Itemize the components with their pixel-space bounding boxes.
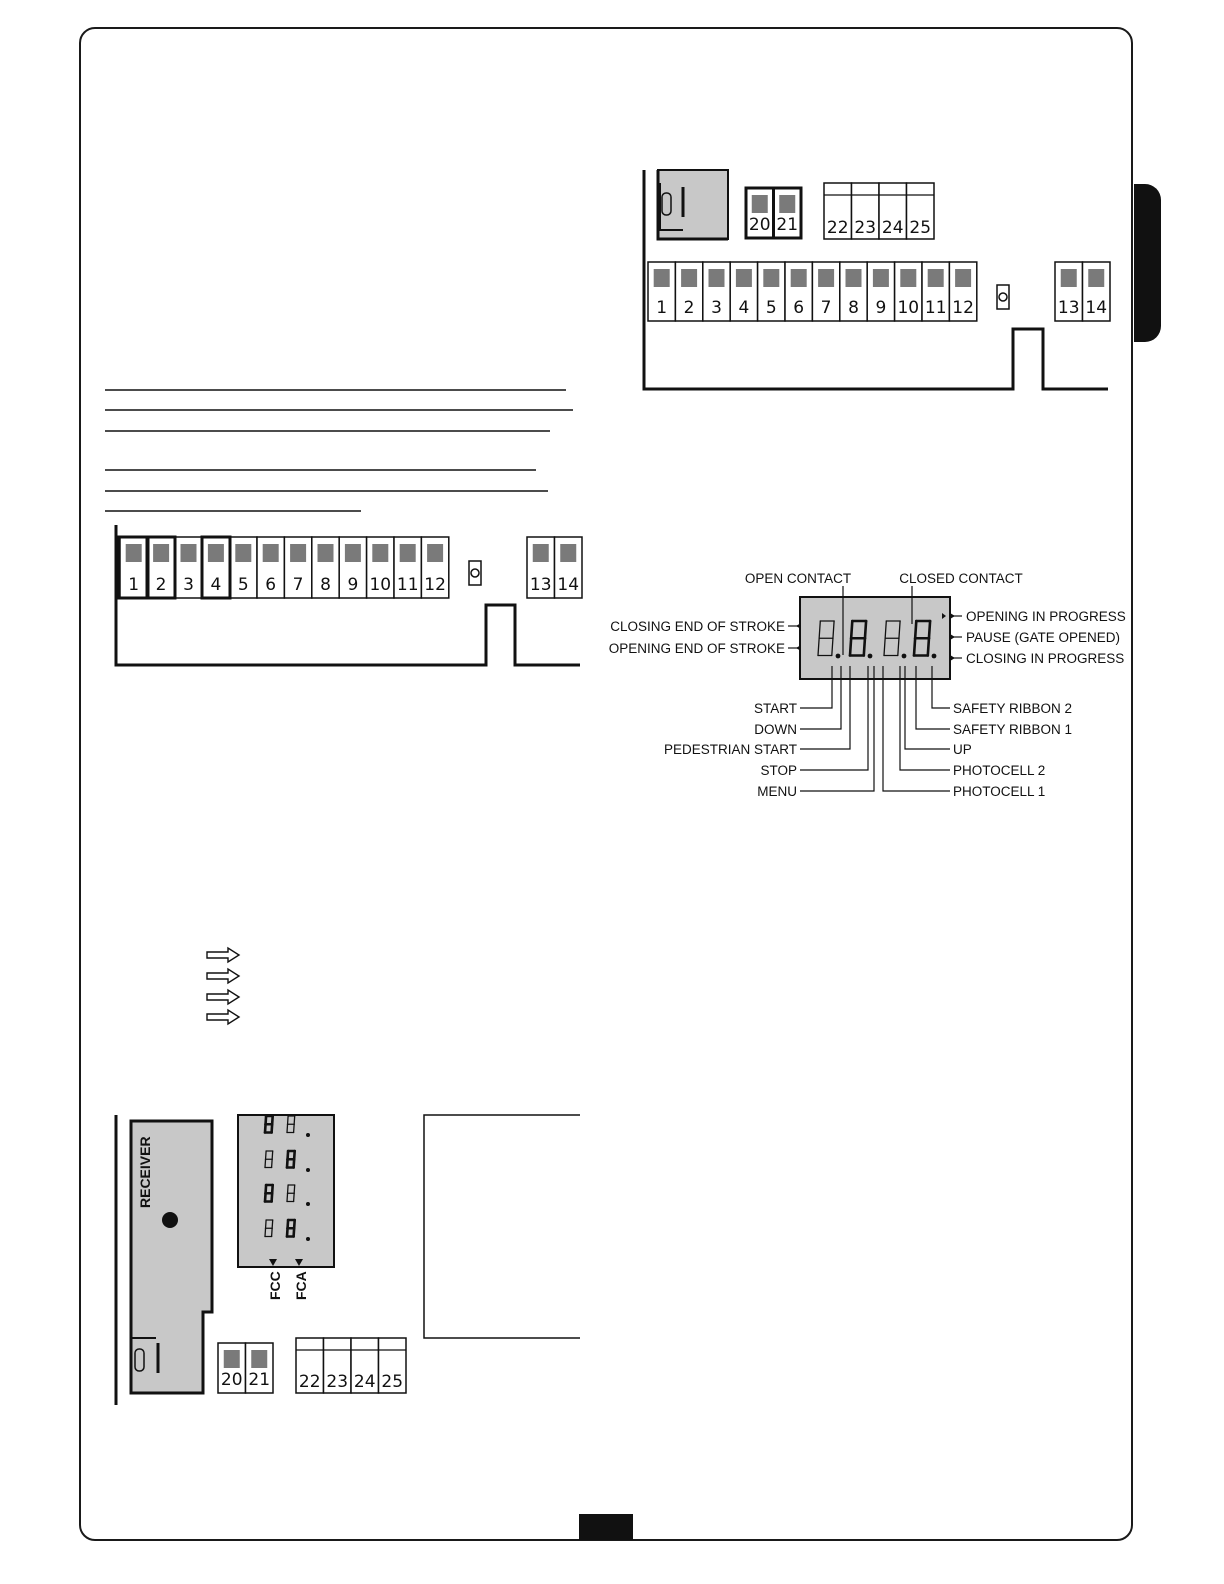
terminal-9 — [867, 262, 894, 321]
terminal-label: 8 — [848, 298, 859, 318]
terminal-label: 9 — [347, 575, 359, 595]
label-stop: STOP — [760, 763, 797, 778]
left-terminal-diagram — [116, 525, 582, 665]
terminal-23 — [324, 1338, 352, 1393]
terminal-11 — [394, 537, 421, 598]
terminal-label: 11 — [924, 298, 947, 318]
terminal-1 — [648, 262, 675, 321]
label-safety-ribbon-1: SAFETY RIBBON 1 — [953, 722, 1073, 737]
terminal-label: 12 — [952, 298, 974, 318]
label-opening-in-progress: OPENING IN PROGRESS — [966, 609, 1126, 624]
terminal-label: 10 — [369, 575, 392, 595]
terminal-label: 10 — [897, 298, 920, 318]
label-opening-end-of-stroke: OPENING END OF STROKE — [608, 641, 785, 656]
terminal-label: 5 — [237, 575, 249, 595]
terminal-label: 8 — [320, 575, 331, 595]
fcc-label: FCC — [267, 1271, 283, 1300]
terminal-24 — [351, 1338, 379, 1393]
terminal-14 — [1083, 262, 1111, 321]
terminal-label: 24 — [881, 218, 904, 238]
terminal-label: 25 — [381, 1372, 404, 1392]
terminal-label: 14 — [557, 575, 580, 595]
terminal-24 — [879, 183, 907, 239]
terminal-label: 3 — [711, 298, 722, 318]
terminal-22 — [824, 183, 852, 239]
terminal-20 — [746, 188, 774, 238]
outline-arrow-icon — [207, 1010, 239, 1024]
label-photocell-2: PHOTOCELL 2 — [953, 763, 1046, 778]
terminal-label: 20 — [748, 215, 771, 235]
label-up: UP — [953, 742, 972, 757]
terminal-20 — [218, 1343, 246, 1393]
label-pause-gate-opened: PAUSE (GATE OPENED) — [966, 630, 1121, 645]
terminal-12 — [949, 262, 976, 321]
terminal-label: 23 — [854, 218, 877, 238]
terminal-label: 22 — [298, 1372, 321, 1392]
connector-block — [658, 170, 728, 239]
terminal-label: 20 — [220, 1370, 243, 1390]
terminal-2 — [675, 262, 702, 321]
terminal-8 — [312, 537, 339, 598]
receiver-led-icon — [162, 1212, 178, 1228]
terminal-25 — [379, 1338, 407, 1393]
terminal-4 — [730, 262, 757, 321]
terminal-21 — [246, 1343, 274, 1393]
outline-arrow-icon — [207, 948, 239, 962]
label-pedestrian-start: PEDESTRIAN START — [663, 742, 797, 757]
terminal-label: 7 — [820, 298, 832, 318]
label-closed-contact: CLOSED CONTACT — [899, 571, 1023, 586]
terminal-label: 24 — [353, 1372, 376, 1392]
terminal-5 — [230, 537, 257, 598]
label-start: START — [753, 701, 797, 716]
outline-arrow-icon — [207, 969, 239, 983]
terminal-label: 5 — [765, 298, 777, 318]
terminal-label: 21 — [248, 1370, 271, 1390]
label-menu: MENU — [757, 784, 797, 799]
blank-box — [424, 1115, 580, 1338]
fca-label: FCA — [293, 1271, 309, 1300]
receiver-label: RECEIVER — [137, 1136, 153, 1208]
terminal-13 — [527, 537, 555, 598]
terminal-23 — [852, 183, 880, 239]
terminal-1 — [120, 537, 147, 598]
terminal-label: 4 — [738, 298, 750, 318]
label-safety-ribbon-2: SAFETY RIBBON 2 — [953, 701, 1073, 716]
text-rules — [105, 390, 573, 511]
label-photocell-1: PHOTOCELL 1 — [953, 784, 1046, 799]
terminal-6 — [257, 537, 284, 598]
terminal-12 — [421, 537, 448, 598]
terminal-2 — [147, 537, 174, 598]
terminal-label: 3 — [183, 575, 194, 595]
label-closing-end-of-stroke: CLOSING END OF STROKE — [610, 619, 785, 634]
terminal-21 — [774, 188, 802, 238]
terminal-13 — [1055, 262, 1083, 321]
terminal-label: 4 — [210, 575, 222, 595]
terminal-7 — [812, 262, 839, 321]
terminal-5 — [758, 262, 785, 321]
terminal-10 — [367, 537, 394, 598]
terminal-11 — [922, 262, 949, 321]
terminal-3 — [175, 537, 202, 598]
terminal-25 — [907, 183, 935, 239]
terminal-label: 14 — [1085, 298, 1108, 318]
label-closing-in-progress: CLOSING IN PROGRESS — [966, 651, 1125, 666]
terminal-7 — [284, 537, 311, 598]
terminal-9 — [339, 537, 366, 598]
label-open-contact: OPEN CONTACT — [744, 571, 852, 586]
terminal-6 — [785, 262, 812, 321]
terminal-8 — [840, 262, 867, 321]
terminal-label: 2 — [683, 298, 695, 318]
terminal-4 — [202, 537, 229, 598]
terminal-label: 23 — [326, 1372, 349, 1392]
terminal-label: 7 — [292, 575, 304, 595]
terminal-label: 2 — [155, 575, 167, 595]
display-diagram — [609, 571, 1126, 799]
terminal-label: 25 — [909, 218, 932, 238]
arrow-list — [207, 948, 239, 1024]
terminal-label: 13 — [1057, 298, 1080, 318]
terminal-label: 21 — [776, 215, 799, 235]
terminal-label: 9 — [875, 298, 887, 318]
terminal-label: 1 — [656, 298, 668, 318]
bottom-board-diagram — [116, 1115, 580, 1405]
terminal-label: 13 — [529, 575, 552, 595]
terminal-label: 1 — [128, 575, 140, 595]
terminal-14 — [555, 537, 583, 598]
top-right-terminal-diagram — [644, 170, 1110, 389]
terminal-3 — [703, 262, 730, 321]
vertical-display — [238, 1115, 334, 1267]
terminal-22 — [296, 1338, 324, 1393]
terminal-label: 22 — [826, 218, 849, 238]
terminal-10 — [895, 262, 922, 321]
terminal-label: 6 — [265, 575, 277, 595]
label-down: DOWN — [754, 722, 797, 737]
terminal-label: 11 — [396, 575, 419, 595]
terminal-label: 12 — [424, 575, 446, 595]
outline-arrow-icon — [207, 990, 239, 1004]
terminal-label: 6 — [793, 298, 805, 318]
